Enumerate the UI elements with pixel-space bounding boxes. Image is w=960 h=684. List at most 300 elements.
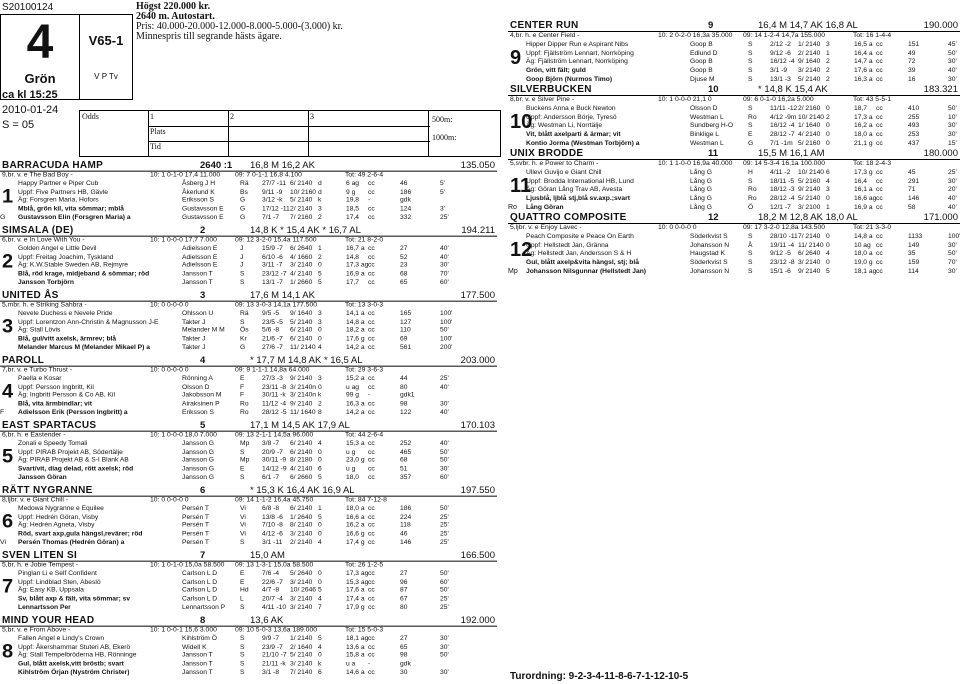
driver: Edlund D xyxy=(690,49,718,57)
time: 21,1 g xyxy=(854,139,873,147)
horse-odds: 5 xyxy=(200,420,206,431)
driver: Eriksson S xyxy=(182,409,214,416)
shoes: cc xyxy=(368,335,375,343)
odds: 72 xyxy=(908,58,916,66)
odds: 146 xyxy=(908,195,920,203)
date: 14/12 -9 xyxy=(262,465,287,473)
date: 17/12 -11 xyxy=(262,205,290,213)
track: S xyxy=(240,635,245,643)
shoes: cc xyxy=(876,113,883,121)
prize: 30' xyxy=(948,241,957,249)
info-text: Blå, gul/vitt axelsk, ärmrev; blå xyxy=(18,335,117,343)
odds: 149 xyxy=(908,241,920,249)
place: 5 xyxy=(318,635,322,643)
track: G xyxy=(240,344,246,351)
time: 16,7 a xyxy=(346,245,365,253)
odds: 87 xyxy=(400,587,408,595)
date: 21/10 -7 xyxy=(262,652,287,660)
shoes: cc xyxy=(368,262,375,270)
stats-2010: 10: 1 0-0-0 21,1 0 xyxy=(658,96,712,103)
horse-winnings: 192.000 xyxy=(460,615,495,626)
info-text: Zonali e Speedy Tomali xyxy=(18,440,88,448)
time: 15,8 a xyxy=(346,652,365,660)
horse-shoe-code: G xyxy=(0,214,6,222)
grid-label-1: 1 xyxy=(150,112,154,121)
date: 23/12 -7 xyxy=(262,270,287,278)
stats-total: Tot: 16 1-4-4 xyxy=(853,32,892,39)
form-line xyxy=(508,195,960,204)
horse-pedigree xyxy=(0,497,497,506)
dist: 6/ 2140 xyxy=(290,440,313,448)
dist: 5/ 2140 xyxy=(290,197,313,205)
prize: 60' xyxy=(440,578,449,586)
shoes: cc xyxy=(368,604,375,611)
shoes: cc xyxy=(368,643,375,651)
date: 16/12 -4 xyxy=(770,58,795,66)
horse-shoe-code: F xyxy=(0,409,5,417)
form-line xyxy=(508,131,960,140)
form-line xyxy=(0,466,497,474)
stats-total: Tot: 44 2-6-4 xyxy=(345,431,384,439)
horse-pedigree xyxy=(508,32,960,41)
info-text: Uppf: Hedrén Göran, Visby xyxy=(18,513,99,521)
dist: 5/ 2140 xyxy=(290,318,313,326)
shoes: cc xyxy=(876,203,883,211)
track: S xyxy=(240,643,245,651)
info-text: Persén Thomas (Hedrén Göran) a xyxy=(18,539,125,546)
horse-number: 7 xyxy=(2,576,14,598)
track: E xyxy=(240,578,245,586)
date: 9/5 -5 xyxy=(262,310,280,318)
form-line xyxy=(0,214,497,222)
horse-body xyxy=(0,180,497,222)
shoes: cc xyxy=(368,595,375,603)
driver: Jansson T xyxy=(182,669,213,676)
horse-winnings: 177.500 xyxy=(460,290,495,301)
prize: 30' xyxy=(948,75,957,83)
prize: 50' xyxy=(948,49,957,57)
horse-name: CENTER RUN xyxy=(510,20,579,31)
time: 6 ag xyxy=(346,180,360,188)
horse-entry xyxy=(0,485,497,548)
horse-name: SVEN LITEN SI xyxy=(2,550,78,561)
horse-body xyxy=(508,105,960,148)
date: 30/11 -k xyxy=(262,392,286,400)
driver: Persén T xyxy=(182,513,210,521)
stats-2009: 09: 12 3-2-0 15,4a 117.500 xyxy=(235,236,317,244)
date: 3/1 -9 xyxy=(770,67,788,75)
odds: 465 xyxy=(400,448,412,456)
horse-header xyxy=(508,84,960,96)
grid-label-tid: Tid xyxy=(150,142,161,151)
horse-number: 10 xyxy=(510,111,533,133)
odds: 252 xyxy=(400,440,412,448)
odds: 80 xyxy=(400,383,408,391)
prize: 70' xyxy=(948,259,957,267)
stats-2009: 09: 13 1-3-1 15,0a 58.500 xyxy=(235,561,314,569)
place: 2 xyxy=(318,400,322,408)
prize: 10' xyxy=(948,113,957,121)
stats-2010: 10: 1 0-0-0 17,7 7.000 xyxy=(150,236,217,244)
driver: Carlson L D xyxy=(182,570,218,578)
track: G xyxy=(240,197,246,205)
prize: 50' xyxy=(440,457,449,465)
odds: 110 xyxy=(400,327,411,335)
race-info-line: Pris: 40.000-20.000-12.000-8.000-5.000-(3.000) kr. xyxy=(136,21,343,32)
info-text: Uppf: Hellstedt Jan, Gränna xyxy=(526,241,609,249)
dist: 3/ 2140 xyxy=(290,578,313,586)
stats-2009: 09: 10 5-0-3 13,6a 189.000 xyxy=(235,626,318,634)
horse-records: 13,6 AK xyxy=(250,615,284,626)
place: 0 xyxy=(318,327,322,335)
date: 28/12 -7 xyxy=(770,131,795,139)
dist: 9/ 2140 xyxy=(798,186,821,194)
time: 16,4 xyxy=(854,177,868,185)
odds: 98 xyxy=(400,652,408,660)
driver: Gustavsson E xyxy=(182,205,224,213)
prize: 200' xyxy=(440,344,453,351)
pedigree-sire: 8,ljbr. v. e Giant Chill - xyxy=(2,496,68,504)
time: 15,3 ag xyxy=(346,578,369,586)
shoes: cc xyxy=(368,327,375,335)
form-line xyxy=(0,604,497,612)
stats-2009: 09: 14 1-1-2 16,4a 45.750 xyxy=(235,496,314,504)
horse-records: * 14,8 K 15,4 AK xyxy=(758,84,828,95)
shoes: cc xyxy=(368,270,375,278)
info-text: Gul, blått axelsk,vitt bröstb; svart xyxy=(18,660,124,668)
place: 5 xyxy=(318,587,322,595)
prize: 100' xyxy=(440,318,453,326)
track: Ös xyxy=(240,327,249,335)
horse-odds: 9 xyxy=(708,20,714,31)
place: 3 xyxy=(318,375,322,383)
info-text: Äg: Westman Li, Norrtälje xyxy=(526,122,603,130)
form-line xyxy=(0,327,497,335)
place: 5 xyxy=(318,474,322,481)
stats-2010: 10: 0 0-0-0 0 xyxy=(150,366,189,374)
info-text: Äg: Easy KB, Uppsala xyxy=(18,587,84,595)
horse-winnings: 194.211 xyxy=(461,225,495,236)
odds: 39 xyxy=(908,67,916,75)
odds: 224 xyxy=(400,513,412,521)
form-line xyxy=(0,587,497,595)
race-info-line: 2640 m. Autostart. xyxy=(136,11,215,22)
prize: 30' xyxy=(440,635,449,643)
driver: Persén T xyxy=(182,539,210,546)
prize: 30' xyxy=(440,400,449,408)
form-line xyxy=(508,67,960,76)
dist: 2/ 2140 xyxy=(290,205,313,213)
form-line xyxy=(0,505,497,513)
odds: 71 xyxy=(908,186,916,194)
horse-header xyxy=(508,20,960,32)
track: Vi xyxy=(240,505,246,513)
track: Ro xyxy=(240,400,249,408)
odds: 186 xyxy=(400,188,412,196)
info-text: Uppf: Andersson Börje, Tyresö xyxy=(526,113,617,121)
track: Rä xyxy=(240,180,249,188)
dist: 2/ 2140 xyxy=(798,49,821,57)
date: 6/1 -7 xyxy=(262,474,280,481)
prize: 5' xyxy=(440,188,445,196)
stats-2009: 09: 6 0-1-0 16,2a 5.000 xyxy=(743,96,814,103)
stats-total: Tot: 21 8-2-0 xyxy=(345,236,384,244)
time: 16,2 a xyxy=(346,522,365,530)
date: 3/1 -8 xyxy=(262,669,280,676)
horse-odds: 11 xyxy=(708,148,719,159)
form-line xyxy=(0,245,497,253)
odds: gdk xyxy=(400,660,411,668)
time: 15,3 a xyxy=(346,440,365,448)
odds: 146 xyxy=(400,539,412,546)
prize: 40' xyxy=(440,253,449,261)
driver: Adielsson E xyxy=(182,253,218,261)
place: 0 xyxy=(318,383,322,391)
track: S xyxy=(748,75,753,83)
info-text: Buckens Anna e Buck Newton xyxy=(526,105,616,112)
track: S xyxy=(748,250,753,258)
odds: 46 xyxy=(400,530,408,538)
shoes: cc xyxy=(876,49,883,57)
odds: 80 xyxy=(400,604,408,611)
track: S xyxy=(748,233,753,240)
place: k xyxy=(318,392,322,400)
horse-name: UNIX BRODDE xyxy=(510,148,584,159)
form-line xyxy=(0,180,497,188)
info-text: Pinglan Li e Self Confident xyxy=(18,570,97,578)
horse-winnings: 190.000 xyxy=(923,20,958,31)
horse-body xyxy=(508,233,960,276)
grid-label-500m: 500m: xyxy=(432,115,453,124)
place: 0 xyxy=(826,259,830,267)
horse-odds: 3 xyxy=(200,290,206,301)
place: 0 xyxy=(318,530,322,538)
place: 5 xyxy=(318,270,322,278)
date: 28/12 -5 xyxy=(262,409,287,416)
place: 0 xyxy=(318,652,322,660)
driver: Persén T xyxy=(182,530,210,538)
horse-entry xyxy=(0,355,497,418)
dist: 3/ 2140 xyxy=(290,530,313,538)
dist: 5/ 2160 xyxy=(798,177,821,185)
info-text: Äg: Ingbritt Persson & Co AB, Kil xyxy=(18,392,116,400)
date: 12/1 -7 xyxy=(770,203,791,211)
dist: 8/ 2140 xyxy=(290,522,313,530)
shoes: cc xyxy=(368,522,375,530)
dist: 6/ 2140 xyxy=(290,180,313,188)
driver: Goop B xyxy=(690,41,713,48)
tv-label: V P Tv xyxy=(94,72,118,81)
dist: 5/ 2140 xyxy=(798,75,821,83)
track: S xyxy=(240,448,245,456)
driver: Takter J xyxy=(182,344,206,351)
date: 7/1 -7 xyxy=(262,214,280,221)
driver: Djuse M xyxy=(690,75,715,83)
prize: 40' xyxy=(948,195,957,203)
turordning: Turordning: 9-2-3-4-11-8-6-7-1-12-10-5 xyxy=(510,671,689,682)
place: d xyxy=(318,180,322,188)
prize: 25' xyxy=(440,522,449,530)
form-line xyxy=(0,474,497,482)
info-text: Uppf: Brodda International HB, Lund xyxy=(526,177,634,185)
horse-header xyxy=(0,420,497,432)
horse-pedigree xyxy=(508,160,960,169)
odds: 58 xyxy=(908,203,916,211)
track: Vi xyxy=(240,522,246,530)
driver: Jansson G xyxy=(182,448,214,456)
dist: 6/ 2140 xyxy=(290,335,313,343)
prize: 50' xyxy=(948,105,957,112)
time: 16,6 a xyxy=(346,513,365,521)
track: S xyxy=(748,41,753,48)
date: 4/11 -10 xyxy=(262,604,287,611)
time: 9 g xyxy=(346,188,356,196)
form-line xyxy=(0,652,497,660)
horse-name: EAST SPARTACUS xyxy=(2,420,97,431)
track: F xyxy=(240,392,245,400)
odds: 437 xyxy=(908,139,920,147)
place: 5 xyxy=(826,267,830,275)
horse-number: 5 xyxy=(2,446,14,468)
prize: 50' xyxy=(440,587,449,595)
dist: 3/ 2140 xyxy=(290,660,313,668)
dist: 5/ 2160 xyxy=(798,139,821,147)
horse-pedigree xyxy=(0,302,497,311)
date: 13/8 -6 xyxy=(262,513,283,521)
track: Å xyxy=(748,241,753,249)
odds: 69 xyxy=(400,335,408,343)
shoes: cc xyxy=(876,233,883,240)
track: S xyxy=(240,669,245,676)
track: Ro xyxy=(748,186,757,194)
dist: 5/ 2140 xyxy=(798,195,821,203)
driver: Haugstad K xyxy=(690,250,725,258)
dist: 4/ 2140 xyxy=(798,131,821,139)
info-text: Ljusblå, ljblå stj,blå sv.axp.;svart xyxy=(526,195,630,203)
race-info-line: Minnespris till segrande hästs ägare. xyxy=(136,31,282,42)
dist: 9/ 2140 xyxy=(798,267,821,275)
info-text: Jansson Göran xyxy=(18,474,67,481)
track: Ö xyxy=(748,203,754,211)
date: 9/11 -9 xyxy=(262,188,283,196)
odds: 67 xyxy=(400,595,408,603)
driver: Sundberg H-O xyxy=(690,122,734,130)
horse-pedigree xyxy=(0,237,497,246)
info-text: Hipper Dipper Run e Aspirant Nibs xyxy=(526,41,629,48)
place: 2 xyxy=(826,113,830,121)
date: 30/11 -9 xyxy=(262,457,287,465)
driver: Jansson T xyxy=(182,652,213,660)
horse-entry xyxy=(0,615,497,678)
pedigree-sire: 7,br. v. e Turbo Thrust - xyxy=(2,366,73,374)
prize: 100' xyxy=(440,335,453,343)
place: 6 xyxy=(318,465,322,473)
stats-2010: 10: 1 0-0-0 18,0 7.000 xyxy=(150,431,217,439)
dist: 11/ 2140 xyxy=(290,344,316,351)
info-text: Äg: Göran Lång Trav AB, Avesta xyxy=(526,186,623,194)
track: J xyxy=(240,262,244,270)
shoes: cc xyxy=(368,440,375,448)
odds: 291 xyxy=(908,177,920,185)
shoes: cc xyxy=(368,669,375,676)
horse-body xyxy=(508,169,960,212)
time: 14,8 xyxy=(346,253,360,261)
prize: 25' xyxy=(440,604,449,611)
form-line xyxy=(0,440,497,448)
time: 16,3 a xyxy=(346,400,365,408)
driver: Persén T xyxy=(182,522,210,530)
time: 17,4 xyxy=(346,214,360,221)
horse-name: MIND YOUR HEAD xyxy=(2,615,95,626)
horse-number: 1 xyxy=(2,186,14,208)
track: L xyxy=(240,595,244,603)
driver: Olsson D xyxy=(182,383,210,391)
date: 3/8 -7 xyxy=(262,440,280,448)
driver: Carlson L D xyxy=(182,595,218,603)
time: 14,2 a xyxy=(346,409,365,416)
shoes: cc xyxy=(876,177,883,185)
track: S xyxy=(240,279,245,286)
prize: 30' xyxy=(440,669,449,676)
dist: 5/ 2140 xyxy=(290,652,313,660)
place: 4 xyxy=(318,595,322,603)
form-line xyxy=(508,41,960,50)
odds: gdk1 xyxy=(400,392,415,400)
horse-shoe-code: Mp xyxy=(508,268,518,275)
place: 0 xyxy=(318,457,322,465)
form-line xyxy=(508,268,960,277)
dist: 4/ 2140 xyxy=(290,465,313,473)
track: S xyxy=(748,67,753,75)
prize: 30' xyxy=(948,122,957,130)
horse-number: 8 xyxy=(2,641,14,663)
odds: 127 xyxy=(400,318,412,326)
info-text: Äg: Hellstedt Jan, Andersson S & H xyxy=(526,250,632,258)
driver: Carlson L D xyxy=(182,587,218,595)
track: F xyxy=(240,383,245,391)
horse-winnings: 170.103 xyxy=(460,420,495,431)
shoes: cc xyxy=(368,188,375,196)
form-line xyxy=(0,457,497,465)
odds: 1133 xyxy=(908,233,923,240)
horse-winnings: 135.050 xyxy=(460,160,495,171)
place: 0 xyxy=(318,570,322,578)
shoes: cc xyxy=(876,41,883,48)
track: Mp xyxy=(240,457,250,465)
info-text: Adielsson Erik (Persson Ingbritt) a xyxy=(18,409,128,416)
horse-body xyxy=(0,635,497,677)
time: 18,0 a xyxy=(854,250,873,258)
date: 23/11 -8 xyxy=(262,383,287,391)
track: Rä xyxy=(240,310,249,318)
horse-records: 15,0 AM xyxy=(250,550,285,561)
driver: Lång G xyxy=(690,195,712,203)
track: Kr xyxy=(240,335,247,343)
track: E xyxy=(748,131,753,139)
form-line xyxy=(0,344,497,352)
driver: Adielsson E xyxy=(182,262,218,270)
info-text: Blå, vita ärmbindlar; vit xyxy=(18,400,92,408)
place: 2 xyxy=(826,75,830,83)
dist: 3/ 2140 xyxy=(798,259,821,267)
track: G xyxy=(240,214,246,221)
driver: Widell K xyxy=(182,643,207,651)
info-text: Gustavsson Elin (Forsgren Maria) a xyxy=(18,214,131,221)
dist: 1/ 1640 xyxy=(798,122,821,130)
form-line xyxy=(0,392,497,400)
shoes: - xyxy=(368,660,371,668)
odds: 159 xyxy=(908,259,920,267)
